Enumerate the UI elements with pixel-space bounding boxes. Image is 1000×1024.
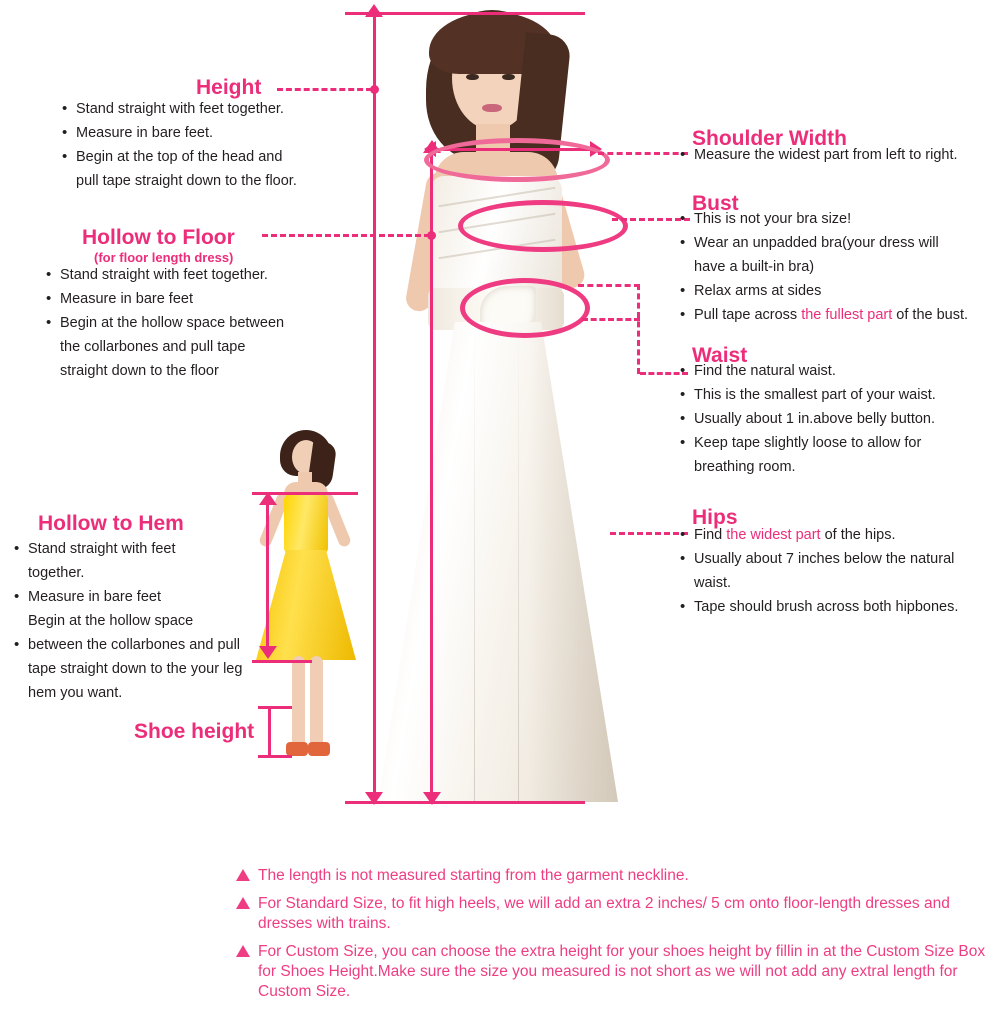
list-item: have a built-in bra) [694, 259, 815, 275]
list-item: straight down to the floor [60, 363, 219, 379]
height-title: Height [196, 76, 262, 99]
shoe-height-bottom-cap [258, 755, 292, 758]
gown-seam [474, 322, 475, 802]
warning-triangle-icon [236, 897, 250, 909]
list-item: • This is not your bra size! [680, 210, 1000, 229]
list-item: waist. [694, 575, 732, 591]
note-text: For Standard Size, to fit high heels, we will add an extra 2 inches/ 5 cm onto floor-length dresses and dresses with trains. [258, 895, 950, 932]
waist-tape [460, 278, 590, 338]
bust-bullets [680, 210, 1000, 330]
list-item: hem you want. [28, 685, 123, 701]
hollow-to-hem-arrow-bottom [259, 646, 277, 659]
note-item [236, 942, 996, 1002]
note-text: The length is not measured starting from the garment neckline. [258, 867, 689, 884]
list-item-hips-widest [680, 526, 1000, 545]
hips-leader-line [610, 532, 688, 535]
waist-bullets [680, 362, 1000, 482]
hollow-to-hem-bottom-cap [252, 660, 312, 663]
height-top-cap [345, 12, 585, 15]
list-item: • Usually about 1 in.above belly button. [680, 410, 1000, 429]
list-item: Begin at the hollow space [28, 613, 194, 629]
waist-leader-line-top [578, 284, 640, 287]
hollow-to-hem-bullets [14, 540, 254, 708]
bust-line-suffix: of the bust. [892, 307, 969, 323]
list-item-bust-fullest [680, 306, 1000, 325]
hollow-to-hem-line [266, 502, 269, 652]
waist-leader-line-vertical [637, 284, 643, 374]
warning-triangle-icon [236, 869, 250, 881]
note-text: For Custom Size, you can choose the extra height for your shoes height by fillin in at the Custom Size Box for Shoes Height.Make sure the size you measured is not short as we will not add any extral length for Custom Size. [258, 943, 986, 1000]
bride-photo [330, 0, 660, 810]
list-item: • This is the smallest part of your waist. [680, 386, 1000, 405]
hollow-to-floor-subtitle: (for floor length dress) [94, 250, 234, 265]
list-item: • Stand straight with feet together. [62, 100, 362, 119]
model-leg-left [292, 656, 305, 748]
model-dress-bodice [284, 494, 328, 554]
shoe-height-title: Shoe height [134, 720, 255, 743]
hollow-to-hem-arrow-top [259, 492, 277, 505]
shoe-height-line [268, 706, 271, 758]
warning-triangle-icon [236, 945, 250, 957]
list-item: • Tape should brush across both hipbones. [680, 598, 1000, 617]
hips-line-suffix: of the hips. [820, 527, 896, 543]
bust-line-prefix: Pull tape across [694, 307, 802, 323]
list-item: breathing room. [694, 459, 796, 475]
model-leg-right [310, 656, 323, 748]
hollow-to-floor-title: Hollow to Floor [82, 226, 235, 249]
bust-highlight: the fullest part [801, 307, 893, 323]
hollow-to-floor-bullets [46, 266, 346, 386]
list-item: • Begin at the hollow space between [46, 314, 346, 333]
gown-seam [518, 322, 519, 802]
list-item: • Find the natural waist. [680, 362, 1000, 381]
waist-title: Waist [692, 344, 748, 367]
footer-notes [236, 866, 996, 1010]
list-item: • Begin at the top of the head and [62, 148, 362, 167]
shoe-height-top-cap [258, 706, 292, 709]
model-dress-skirt [256, 550, 356, 660]
hollow-to-floor-arrow-bottom [423, 792, 441, 805]
hollow-to-floor-line [430, 150, 433, 794]
bride-mouth [482, 104, 502, 112]
height-bullets [62, 100, 362, 196]
list-item: • Relax arms at sides [680, 282, 1000, 301]
hips-bullets [680, 526, 1000, 622]
shoulder-width-bullets [680, 146, 1000, 170]
shoulder-tape [424, 138, 610, 182]
waist-leader-line-mid [582, 318, 640, 321]
shoulder-leader-line [598, 152, 688, 155]
bride-gown-skirt [378, 322, 618, 802]
hollow-to-floor-leader-line [262, 234, 430, 237]
list-item: • between the collarbones and pull [14, 636, 254, 655]
list-item: • Usually about 7 inches below the natural [680, 550, 1000, 569]
bust-title: Bust [692, 192, 739, 215]
note-item [236, 894, 996, 934]
list-item: • Measure in bare feet [14, 588, 254, 607]
bust-tape [458, 200, 628, 252]
list-item: • Stand straight with feet [14, 540, 254, 559]
note-item [236, 866, 996, 886]
gown-shading [528, 322, 620, 802]
model-shoe-right [308, 742, 330, 756]
list-item: • Measure in bare feet. [62, 124, 362, 143]
list-item: • Wear an unpadded bra(your dress will [680, 234, 1000, 253]
list-item: • Measure the widest part from left to right. [680, 146, 1000, 165]
list-item: pull tape straight down to the floor. [76, 173, 297, 189]
list-item: • Measure in bare feet [46, 290, 346, 309]
model-shoe-left [286, 742, 308, 756]
height-leader-line [277, 88, 372, 91]
list-item: • Keep tape slightly loose to allow for [680, 434, 1000, 453]
shoulder-width-title: Shoulder Width [692, 127, 847, 150]
hips-line-prefix: Find [694, 527, 727, 543]
list-item: the collarbones and pull tape [60, 339, 246, 355]
hips-highlight: the widest part [726, 527, 821, 543]
bride-eye-right [502, 74, 515, 80]
height-bottom-cap [345, 801, 585, 804]
hips-title: Hips [692, 506, 738, 529]
bust-leader-line [612, 218, 690, 221]
hollow-to-hem-title: Hollow to Hem [38, 512, 184, 535]
list-item: together. [28, 565, 85, 581]
list-item: • Stand straight with feet together. [46, 266, 346, 285]
height-line [373, 14, 376, 794]
bride-eye-left [466, 74, 479, 80]
list-item: tape straight down to the your leg [28, 661, 243, 677]
